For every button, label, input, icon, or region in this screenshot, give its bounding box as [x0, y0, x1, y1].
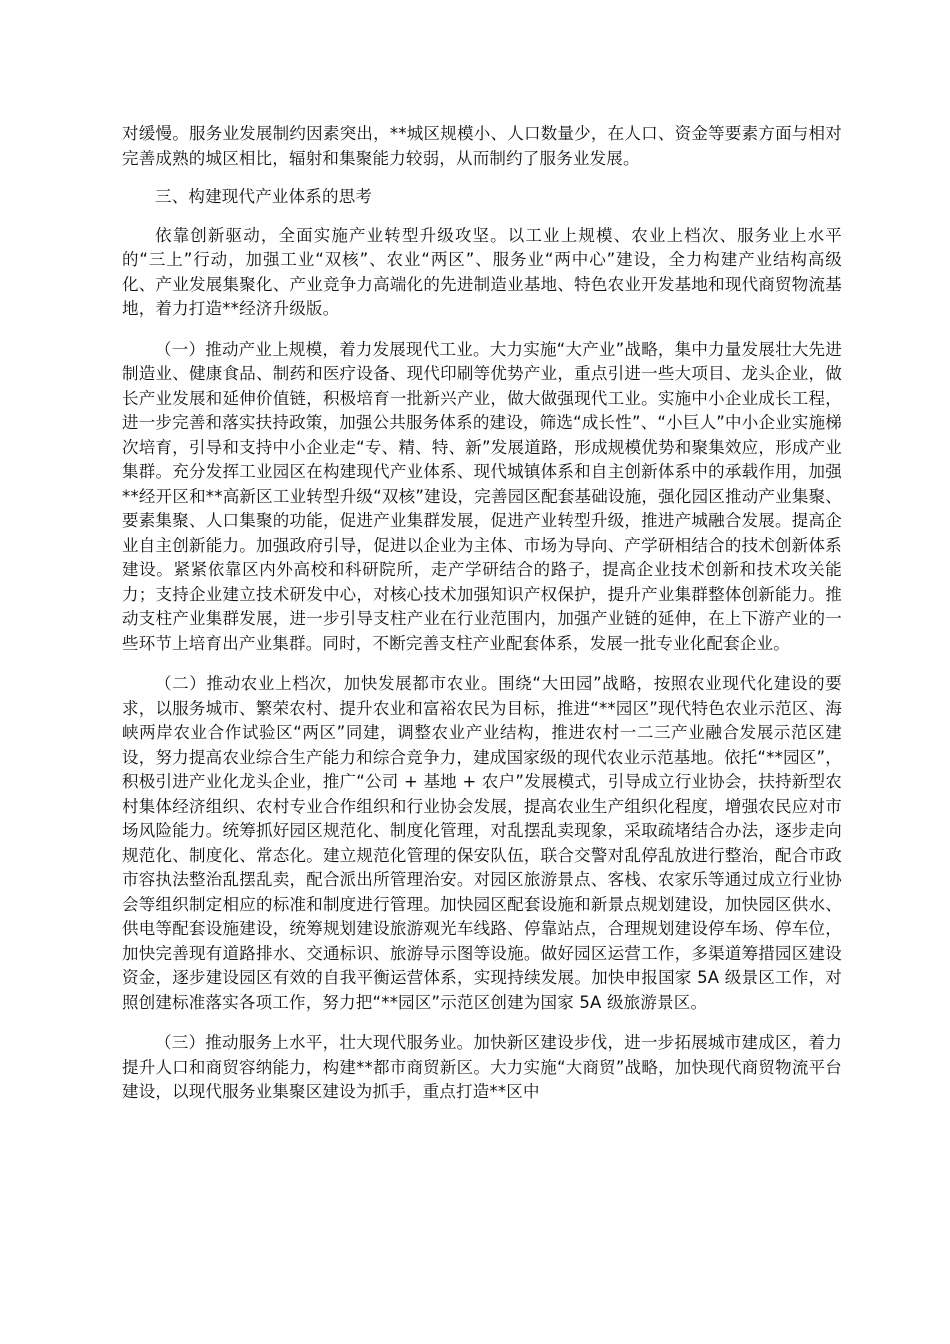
paragraph-continuation: 对缓慢。服务业发展制约因素突出，**城区规模小、人口数量少，在人口、资金等要素方面与相对完善成熟的城区相比，辐射和集聚能力较弱，从而制约了服务业发展。	[122, 124, 842, 168]
paragraph-services: （三）推动服务上水平，壮大现代服务业。加快新区建设步伐，进一步拓展城市建成区，着力提升人口和商贸容纳能力，构建**都市商贸新区。大力实施“大商贸”战略，加快现代商贸物流平台建设，以现代服务业集聚区建设为抓手，重点打造**区中	[122, 1033, 842, 1101]
section-heading: 三、构建现代产业体系的思考	[155, 187, 373, 206]
document-page	[122, 122, 842, 1105]
paragraph-industry: （一）推动产业上规模，着力发展现代工业。大力实施“大产业”战略，集中力量发展壮大先进制造业、健康食品、制药和医疗设备、现代印刷等优势产业，重点引进一些大项目、龙头企业，做长产业发展和延伸价值链，积极培育一批新兴产业，做大做强现代工业。实施中小企业成长工程，进一步完善和落实扶持政策，加强公共服务体系的建设，筛选“成长性”、“小巨人”中小企业实施梯次培育，引导和支持中小企业走“专、精、特、新”发展道路，形成规模优势和聚集效应，形成产业集群。充分发挥工业园区在构建现代产业体系、现代城镇体系和自主创新体系中的承载作用，加强**经开区和**高新区工业转型升级“双核”建设，完善园区配套基础设施，强化园区推动产业集聚、要素集聚、人口集聚的功能，促进产业集群发展，促进产业转型升级，推进产城融合发展。提高企业自主创新能力。加强政府引导，促进以企业为主体、市场为导向、产学研相结合的技术创新体系建设。紧紧依靠区内外高校和科研院所，走产学研结合的路子，提高企业技术创新和技术攻关能力；支持企业建立技术研发中心，对核心技术加强知识产权保护，提升产业集群整体创新能力。推动支柱产业集群发展，进一步引导支柱产业在行业范围内，加强产业链的延伸，在上下游产业的一些环节上培育出产业集群。同时，不断完善支柱产业配套体系，发展一批专业化配套企业。	[122, 339, 842, 653]
paragraph-intro: 依靠创新驱动，全面实施产业转型升级攻坚。以工业上规模、农业上档次、服务业上水平的“三上”行动，加强工业“双核”、农业“两区”、服务业“两中心”建设，全力构建产业结构高级化、产业发展集聚化、产业竞争力高端化的先进制造业基地、特色农业开发基地和现代商贸物流基地，着力打造**经济升级版。	[122, 225, 842, 318]
paragraph-agriculture: （二）推动农业上档次，加快发展都市农业。围绕“大田园”战略，按照农业现代化建设的要求，以服务城市、繁荣农村、提升农业和富裕农民为目标，推进“**园区”现代特色农业示范区、海峡两岸农业合作试验区“两区”同建，调整农业产业结构，推进农村一二三产业融合发展示范区建设，努力提高农业综合生产能力和综合竞争力，建成国家级的现代农业示范基地。依托“**园区”，积极引进产业化龙头企业，推广“公司 + 基地 + 农户”发展模式，引导成立行业协会，扶持新型农村集体经济组织、农村专业合作组织和行业协会发展，提高农业生产组织化程度，增强农民应对市场风险能力。统筹抓好园区规范化、制度化管理，对乱摆乱卖现象，采取疏堵结合办法，逐步走向规范化、制度化、常态化。建立规范化管理的保安队伍，联合交警对乱停乱放进行整治，配合市政市容执法整治乱摆乱卖，配合派出所管理治安。对园区旅游景点、客栈、农家乐等通过成立行业协会等组织制定相应的标准和制度进行管理。加快园区配套设施和新景点规划建设，加快园区供水、供电等配套设施建设，统筹规划建设旅游观光车线路、停靠站点，合理规划建设停车场、停车位，加快完善现有道路排水、交通标识、旅游导示图等设施。做好园区运营工作，多渠道筹措园区建设资金，逐步建设园区有效的自我平衡运营体系，实现持续发展。加快申报国家 5A 级景区工作，对照创建标准落实各项工作，努力把“**园区”示范区创建为国家 5A 级旅游景区。	[122, 674, 842, 1012]
